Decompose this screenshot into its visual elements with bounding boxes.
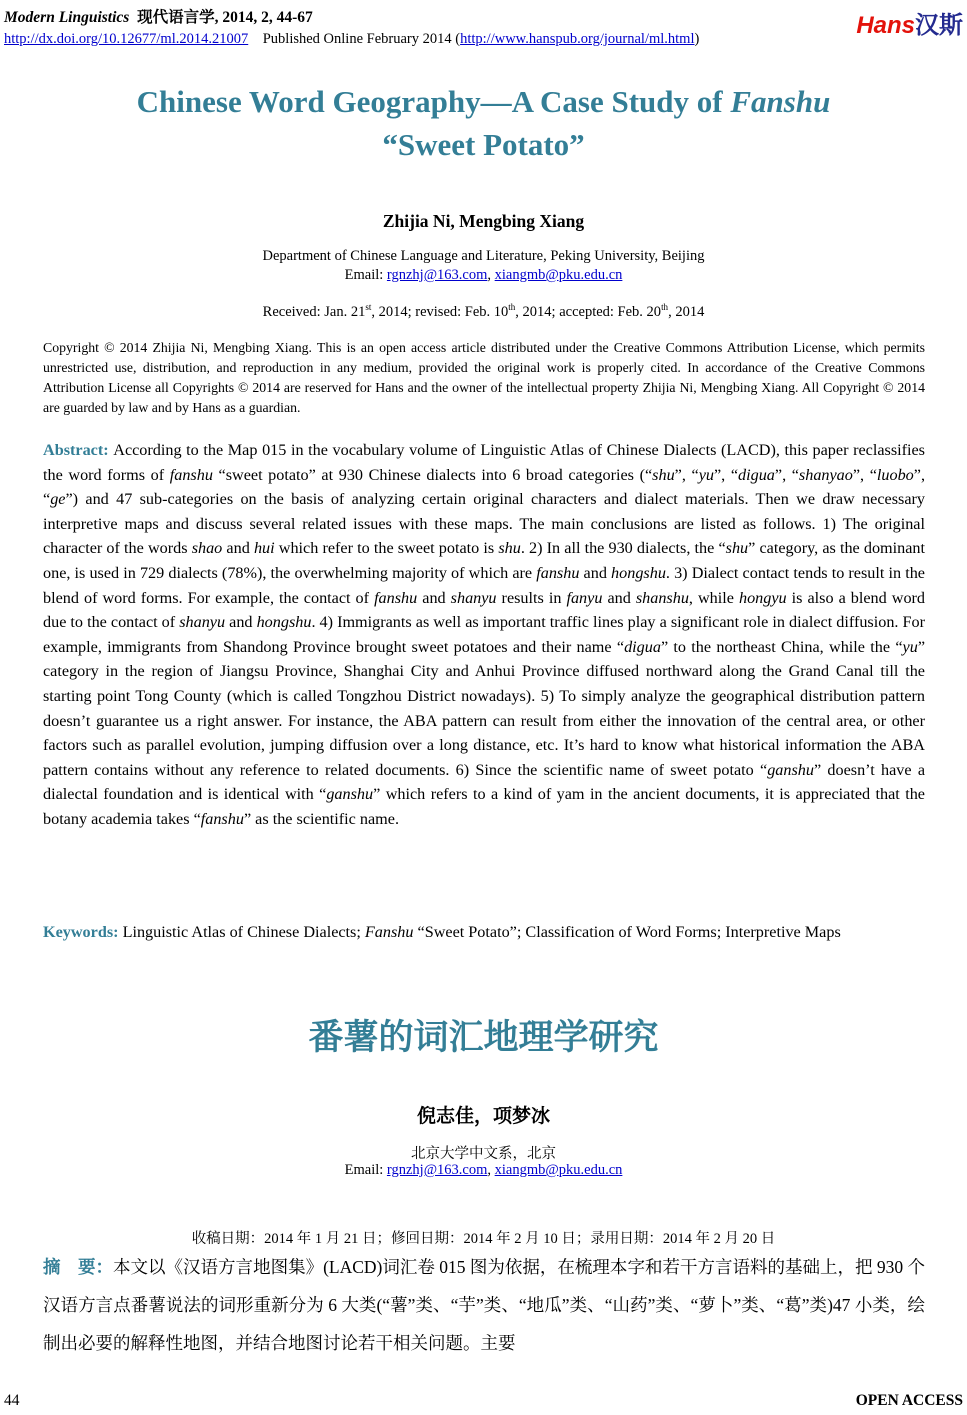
- text-run: “sweet potato” at 930 Chinese dialects into 6 broad categories (“: [212, 465, 653, 484]
- text-run: ganshu: [326, 785, 374, 804]
- text-run: shanyu: [179, 613, 226, 632]
- cn-email-separator: ,: [487, 1162, 495, 1178]
- text-run: fanshu: [169, 465, 213, 484]
- journal-header: [4, 5, 963, 48]
- page-title-line2: [0, 123, 967, 166]
- text-run: . 3) Dialect contact tends to result in the blend of word forms. For example, the contact of: [43, 563, 925, 607]
- published-online-close: ): [694, 31, 700, 47]
- text-run: fanyu: [566, 588, 603, 607]
- text-run: ” as the scientific name.: [243, 809, 399, 828]
- page-title-line1: [0, 80, 967, 123]
- email-line-english: [0, 267, 967, 284]
- email-link-2[interactable]: xiangmb@pku.edu.cn: [494, 267, 623, 283]
- email-link-1[interactable]: rgnzhj@163.com: [386, 267, 488, 283]
- open-access-label: OPEN ACCESS: [855, 1392, 963, 1409]
- text-run: yu: [902, 637, 918, 656]
- text-run: digua: [624, 637, 661, 656]
- text-run: . 4) Immigrants as well as important traffic lines play a significant role in dialect diffusion. For example, immigrants from Shandong Province brought sweet potatoes and their name “: [43, 613, 925, 656]
- abstract-label: Abstract:: [43, 441, 114, 459]
- text-run: and: [417, 588, 451, 607]
- email-label: Email:: [344, 267, 387, 283]
- text-run: ”, “: [43, 465, 926, 509]
- keywords-text: Linguistic Atlas of Chinese Dialects;: [122, 923, 365, 941]
- chinese-title: 番薯的词汇地理学研究: [308, 1018, 659, 1057]
- chinese-abstract-paragraph: [43, 1248, 925, 1362]
- text-run: ganshu: [767, 760, 814, 779]
- text-run: ge: [50, 490, 66, 509]
- received-dates-line: [0, 302, 967, 321]
- hans-logo-latin: Hans: [856, 12, 915, 39]
- authors-english: Zhijia Ni, Mengbing Xiang: [382, 211, 585, 231]
- hans-logo-cn: 汉斯: [915, 12, 963, 39]
- email-line-chinese: [0, 1162, 967, 1179]
- journal-name-en: Modern Linguistics: [4, 9, 130, 26]
- text-run: hongyu: [738, 588, 787, 607]
- text-run: shu: [498, 539, 521, 558]
- text-run: ” doesn’t have a dialectal foundation and is identical with “: [43, 760, 925, 804]
- ordinal-sup: st: [365, 302, 372, 312]
- text-run: yu: [698, 465, 714, 484]
- email-separator: ,: [487, 267, 495, 283]
- text-run: results in: [496, 588, 567, 607]
- text-run: which refer to the sweet potato is: [274, 539, 499, 558]
- journal-url-link[interactable]: http://www.hanspub.org/journal/ml.html: [460, 31, 695, 47]
- abstract-paragraph: [43, 438, 925, 832]
- ordinal-sup: th: [508, 302, 516, 312]
- text-run: shao: [191, 539, 223, 558]
- keywords-label: Keywords:: [43, 923, 123, 941]
- abstract-text: According to the Map 015 in the vocabulary volume of Linguistic Atlas of Chinese Dialects (LACD), this paper reclassifies the word forms of: [43, 441, 925, 484]
- doi-published-line: [4, 31, 963, 48]
- affiliation-english: Department of Chinese Language and Literature, Peking University, Beijing: [262, 248, 705, 264]
- chinese-abstract-label: 摘 要：: [43, 1257, 114, 1277]
- text-run: ”, “: [852, 465, 877, 484]
- text-run: ”, “: [674, 465, 699, 484]
- text-run: hongshu: [611, 563, 666, 582]
- text-run: shu: [652, 465, 675, 484]
- chinese-abstract-text: 本文以《汉语方言地图集》(LACD)词汇卷 015 图为依据，在梳理本字和若干方言语料的基础上，把 930 个汉语方言点番薯说法的词形重新分为 6 大类(“薯”类、“芋”类、“地瓜”类、“山药”类、“萝卜”类、“葛”类)47 小类，绘制出必要的解释性地图，并结合地图讨论若干相关问题。主要: [43, 1257, 926, 1353]
- text-run: ”, “: [774, 465, 799, 484]
- text-run: ” category, as the dominant one, is used in 729 dialects (78%), the overwhelming majority of which are: [43, 539, 926, 582]
- text-run: shanshu: [635, 588, 689, 607]
- page-number: 44: [4, 1392, 20, 1409]
- ordinal-sup: th: [661, 302, 669, 312]
- text-run: fanshu: [374, 588, 418, 607]
- title-text: Chinese Word Geography—A Case Study of: [136, 84, 731, 119]
- hans-logo: [856, 5, 963, 40]
- title-fanshu-italic: Fanshu: [730, 84, 831, 119]
- text-run: ” which refers to a kind of yam in the ancient documents, it is appreciated that the botany academia takes “: [43, 785, 925, 828]
- text-run: shu: [725, 539, 749, 558]
- text-run: shanyao: [798, 465, 853, 484]
- text-run: ”) and 47 sub-categories on the basis of analyzing certain original characters and dialect materials. Then we draw necessary interpretive maps and discuss several related issues with these maps. The main conclusions are listed as follows. 1) The original character of the words: [43, 490, 925, 558]
- text-run: hongshu: [256, 613, 312, 632]
- cn-email-label: Email:: [344, 1162, 387, 1178]
- text-run: luobo: [876, 465, 914, 484]
- chinese-dates-line: 收稿日期：2014 年 1 月 21 日；修回日期：2014 年 2 月 10 日；录用日期：2014 年 2 月 20 日: [191, 1231, 776, 1247]
- text-run: fanshu: [536, 563, 580, 582]
- copyright-notice: Copyright © 2014 Zhijia Ni, Mengbing Xiang. This is an open access article distributed under the Creative Commons Attribution License, which permits unrestricted use, distribution, and reproduction in any medium, provided the original work is properly cited. In accordance of the Creative Commons Attribution License all Copyrights © 2014 are reserved for Hans and the owner of the intellectual property Zhijia Ni, Mengbing Xiang. All Copyright © 2014 are guarded by law and by Hans as a guardian.: [43, 340, 925, 415]
- title-text-line2: “Sweet Potato”: [382, 127, 585, 162]
- chinese-affiliation: 北京大学中文系，北京: [411, 1146, 556, 1162]
- text-run: digua: [738, 465, 775, 484]
- keywords-paragraph: [43, 920, 925, 945]
- text-run: and: [579, 563, 612, 582]
- text-run: Fanshu: [364, 923, 414, 941]
- text-run: shanyu: [450, 588, 497, 607]
- text-run: and: [225, 613, 257, 632]
- journal-name-line: [4, 5, 963, 27]
- text-run: is also a blend word due to the contact of: [43, 588, 926, 632]
- received-text: , 2014; revised: Feb. 10: [371, 303, 509, 320]
- received-text: , 2014; accepted: Feb. 20: [515, 303, 662, 320]
- chinese-authors: 倪志佳，项梦冰: [416, 1106, 550, 1127]
- published-online-text: Published Online February 2014 (: [248, 31, 461, 47]
- text-run: and: [602, 588, 636, 607]
- text-run: ” category in the region of Jiangsu Province, Shanghai City and Anhui Province diffused northward along the Grand Canal till the starting point Tong County (which is called Tongzhou District nowadays). 5) To simply analyze the geographical distribution pattern doesn’t guarantee us a right answer. For instance, the ABA pattern can result from either the innovation of the central area, or other factors such as parallel evolution, jumping diffusion over a long distance, etc. It’s hard to know what historical information the ABA pattern contains without any reference to related documents. 6) Since the scientific name of sweet potato “: [43, 637, 925, 779]
- text-run: ”, “: [713, 465, 739, 484]
- cn-email-link-2[interactable]: xiangmb@pku.edu.cn: [494, 1162, 623, 1178]
- received-text: , 2014: [668, 303, 705, 320]
- text-run: and: [222, 539, 254, 558]
- page-title: [0, 80, 967, 166]
- text-run: . 2) In all the 930 dialects, the “: [520, 539, 726, 558]
- text-run: hui: [253, 539, 275, 558]
- text-run: ” to the northeast China, while the “: [660, 637, 903, 656]
- journal-name-cn-issue: 现代语言学, 2014, 2, 44-67: [129, 9, 313, 26]
- doi-link[interactable]: http://dx.doi.org/10.12677/ml.2014.21007: [4, 31, 249, 47]
- cn-email-link-1[interactable]: rgnzhj@163.com: [386, 1162, 488, 1178]
- received-text: Received: Jan. 21: [262, 303, 366, 320]
- text-run: , while: [688, 588, 739, 607]
- text-run: “Sweet Potato”; Classification of Word Forms; Interpretive Maps: [413, 923, 841, 941]
- text-run: fanshu: [200, 809, 244, 828]
